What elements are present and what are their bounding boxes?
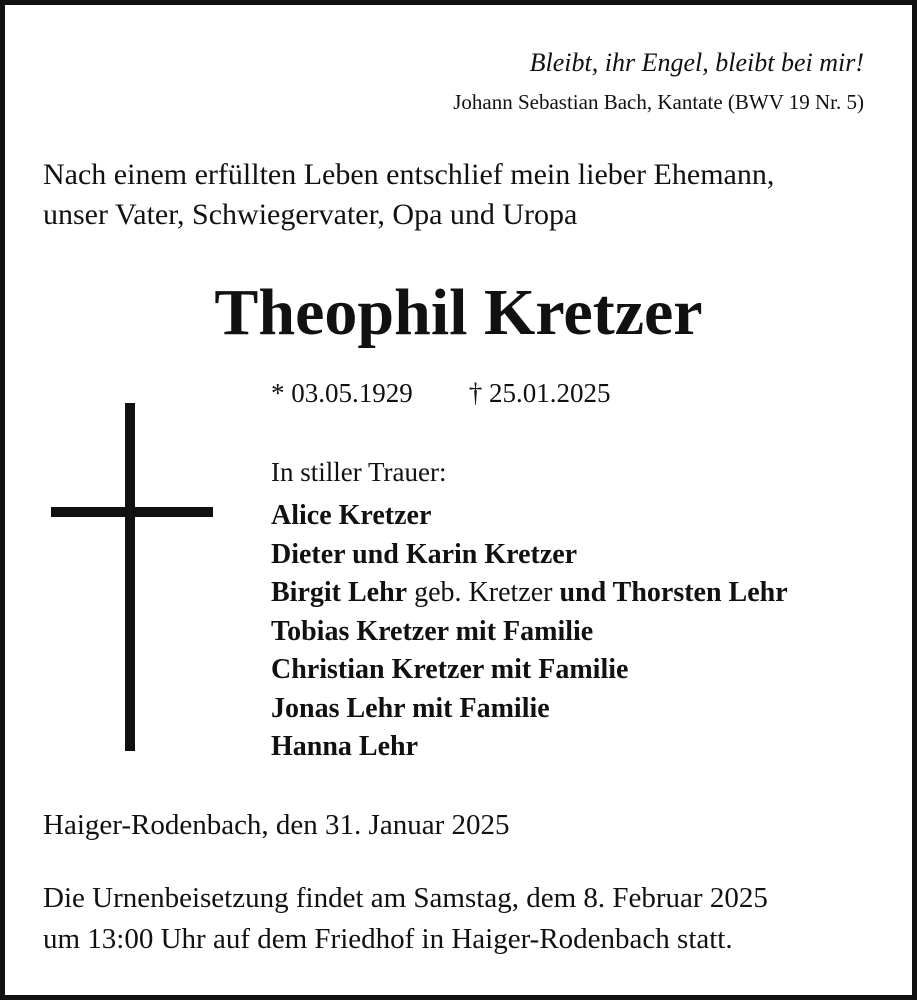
mourning-heading: In stiller Trauer:: [271, 457, 447, 487]
mourner-item: [271, 690, 788, 729]
intro-line-2: unser Vater, Schwiegervater, Opa und Uropa: [43, 198, 578, 231]
mourner-name: Hanna Lehr: [271, 731, 419, 762]
mourner-maiden-name-note: geb. Kretzer: [407, 577, 560, 608]
death-date: † 25.01.2025: [468, 378, 611, 408]
motto: [453, 45, 864, 119]
burial-line-1: Die Urnenbeisetzung findet am Samstag, dem 8. Februar 2025: [43, 882, 768, 914]
mourner-name: Birgit Lehr: [271, 577, 408, 608]
intro-text: [43, 155, 774, 235]
mourner-item: [271, 728, 788, 767]
cross-icon-horizontal-beam: [51, 507, 213, 517]
mourner-item: [271, 574, 788, 613]
mourner-name-suffix: und Thorsten Lehr: [559, 577, 788, 608]
burial-info: [43, 878, 768, 960]
mourner-list: [271, 497, 788, 767]
deceased-name: Theophil Kretzer: [214, 276, 703, 349]
life-dates: [271, 373, 611, 413]
birth-date: * 03.05.1929: [271, 378, 413, 408]
intro-line-1: Nach einem erfüllten Leben entschlief mein lieber Ehemann,: [43, 158, 775, 191]
cross-icon-vertical-beam: [125, 403, 135, 751]
motto-quote: Bleibt, ihr Engel, bleibt bei mir!: [529, 48, 864, 77]
mourner-item: [271, 651, 788, 690]
mourner-name: Tobias Kretzer mit Familie: [271, 615, 594, 647]
mourner-name: Alice Kretzer: [271, 500, 432, 531]
mourner-name: Dieter und Karin Kretzer: [271, 538, 578, 570]
mourner-item: [271, 613, 788, 652]
mourner-item: [271, 497, 788, 536]
place-date: Haiger-Rodenbach, den 31. Januar 2025: [43, 809, 510, 841]
mourner-name: Christian Kretzer mit Familie: [271, 654, 629, 685]
motto-source: Johann Sebastian Bach, Kantate (BWV 19 Nr. 5): [453, 90, 864, 114]
burial-line-2: um 13:00 Uhr auf dem Friedhof in Haiger-Rodenbach statt.: [43, 923, 733, 955]
mourner-item: [271, 536, 788, 575]
mourner-name: Jonas Lehr mit Familie: [271, 692, 550, 724]
